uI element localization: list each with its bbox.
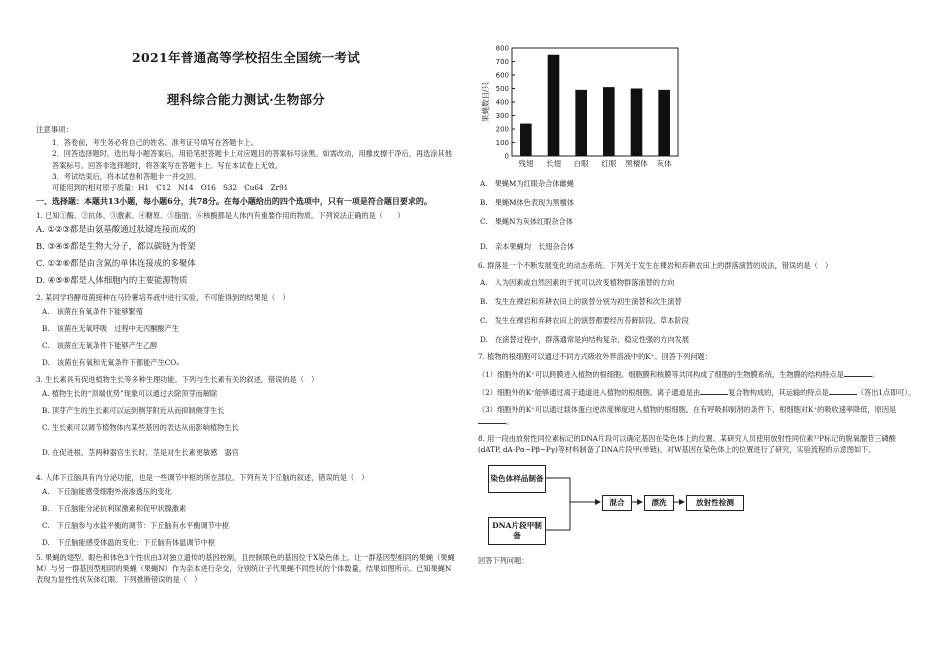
subquestion-3 [478,404,918,427]
subquestion-text: （1）细胞外的K⁺可以跨膜进入植物的根细胞。细胞膜和核膜等共同构成了细胞的生物膜系统，生物膜的结构特点是 [478,370,844,379]
exam-subtitle: 理科综合能力测试·生物部分 [166,92,326,107]
option-b: B. 果蝇M体色表现为黑檀体 [480,198,574,207]
question-1 [36,210,456,286]
question-7 [478,351,918,427]
y-tick-label: 800 [495,44,509,53]
note-item: 3．考试结束后，将本试卷和答题卡一并交回。 [52,171,201,181]
mix-box: 混合 [602,495,632,511]
right-column [478,40,918,572]
option-b: B. ③④⑤都是生物大分子，都以碳链为骨架 [36,241,196,252]
section-heading: 一、选择题：本题共13小题，每小题6分，共78分。在每小题给出的四个选项中，只有一项是符合题目要求的。 [36,196,432,207]
subquestion-tail: 。 [871,370,880,379]
y-tick-label: 300 [495,112,509,120]
question-5 [36,552,456,585]
option-d: D. 该菌在有氧和无氧条件下都能产生CO₂ [42,358,180,368]
question-stem: 8. 用一段由放射性同位素标记的DNA片段可以确定基因在染色体上的位置。某研究人员使用放射性同位素³²P标记的脱氧腺苷三磷酸(dATP, dA-Pα~Pβ~Pγ)等材料制备了DNA片段甲(单链)，对W基因在染色体上的位置进行了研究，实验流程的示意图如下。 [478,434,896,454]
answer-blank[interactable] [478,415,506,424]
bar [658,90,670,156]
question-2 [36,292,456,368]
bar [603,87,615,156]
merge-bracket [545,478,570,530]
option-d: D. 下丘脑能感受体温的变化：下丘脑有体温调节中枢 [42,538,216,548]
y-tick-label: 0 [504,152,509,161]
chromosome-sample-box: 染色体样品制备 [488,465,546,493]
answer-blank[interactable] [829,386,857,395]
question-3 [36,374,456,458]
y-tick-label: 700 [495,58,509,66]
notes-heading: 注意事项： [36,125,73,134]
radioactivity-detect-box: 放射性检测 [686,495,744,511]
option-c: C. ①②⑥都是由含氮的单体连接成的多聚体 [36,258,196,269]
bar [575,90,587,156]
question-stem: 6. 群落是一个不断发展变化的动态系统。下列关于发生在裸岩和弃耕农田上的群落演替的说法，错误的是（ ） [478,261,833,270]
bar-chart [478,40,688,178]
question-stem: 1. 已知①酶、②抗体、③激素、④糖原、⑤脂肪、⑥核酸都是人体内有重要作用的物质。下列说法正确的是（ ） [36,211,405,221]
option-c: C. 生长素可以调节植物体内某些基因的表达从而影响植物生长 [42,423,239,433]
answer-blank[interactable] [844,368,872,377]
question-stem: 7. 植物的根细胞可以通过不同方式吸收外界溶液中的K⁺。回答下列问题： [478,352,712,361]
x-category-label: 红眼 [601,159,617,168]
subquestion-2 [478,386,918,398]
option-c: C. 发生在裸岩和弃耕农田上的演替都要经历苔藓阶段、草本阶段 [480,316,689,325]
note-item: 1．答卷前，考生务必将自己的姓名、准考证号填写在答题卡上。 [52,138,258,148]
y-tick-label: 400 [495,98,509,107]
bar [520,124,532,156]
option-a: A. 人为因素或自然因素的干扰可以改变植物群落演替的方向 [480,278,675,287]
question-stem: 4. 人体下丘脑具有内分泌功能，也是一些调节中枢的所在部位。下列有关下丘脑的叙述，错误的是（ ） [36,473,369,483]
option-d: D. 在促进根、茎两种器官生长时，茎是对生长素更敏感 器官 [42,448,239,458]
left-column [36,48,456,588]
plot-frame [512,48,678,156]
answer-blank[interactable] [700,386,728,395]
bar [548,55,560,156]
question-tail: 回答下列问题： [478,556,529,565]
option-c: C. 果蝇N为灰体红眼杂合体 [480,217,573,226]
x-category-label: 残翅 [518,159,534,168]
wash-box: 漂洗 [644,495,674,511]
question-stem: 2. 某同学将酵母菌接种在马铃薯培养液中进行实验，不可能得到的结果是（ ） [36,293,290,303]
bar [631,89,643,157]
question-6 [478,260,918,345]
dna-fragment-box: DNA片段甲制备 [488,517,546,545]
y-axis-label: 果蝇数目/只 [481,81,490,123]
option-a: A. 该菌在有氧条件下能够繁殖 [42,307,143,317]
subquestion-text: （3）细胞外的K⁺可以通过载体蛋白逆浓度梯度进入植物的根细胞。在有呼吸抑制剂的条件下，根细胞对K⁺的吸收速率降低，原因是 [478,405,897,414]
subquestion-1 [478,368,918,380]
x-category-label: 白眼 [573,159,589,168]
option-a: A. 下丘脑能感受细胞外液渗透压的变化 [42,487,172,497]
option-d: D. 在演替过程中，群落通常是向结构复杂、稳定性强的方向发展 [480,335,690,344]
x-category-label: 黑檀体 [625,159,648,168]
subquestion-mid: 复合物构成的，其运输的特点是 [728,388,829,397]
option-b: B. 该菌在无氧呼吸 过程中无丙酮酸产生 [42,324,179,334]
subquestion-text: （2）细胞外的K⁺能够通过离子通道进入植物的根细胞。离子通道是由 [478,388,701,397]
q5-options [478,178,918,252]
option-b: B. 发生在裸岩和弃耕农田上的演替分别为初生演替和次生演替 [480,297,682,306]
subquestion-tail: 。 [506,417,514,426]
question-stem: 3. 生长素具有促进植物生长等多种生理功能。下列与生长素有关的叙述，错误的是（ ） [36,375,319,385]
option-a: A. 植物生长的“顶端优势”现象可以通过去除顶芽而解除 [42,389,218,399]
note-item: 2．回答选择题时，选出每小题答案后，用铅笔把答题卡上对应题目的答案标号涂黑。如需改动，用橡皮擦干净后，再选涂其他答案标号。回答非选择题时，将答案写在答题卡上。写在本试卷上无效。 [52,149,452,170]
subquestion-tail: （答出1点即可）。 [856,388,916,397]
y-tick-label: 600 [495,71,509,80]
option-b: B. 顶芽产生的生长素可以运到侧芽附近从而抑制侧芽生长 [42,406,225,416]
option-b: B. 下丘脑能分泌抗利尿激素和促甲状腺激素 [42,504,187,514]
option-d: D. 亲本果蝇均 长翅杂合体 [480,242,575,251]
option-c: C. 该菌在无氧条件下能够产生乙醇 [42,341,158,351]
option-a: A. 果蝇M为红眼杂合体雌蝇 [480,179,574,188]
exam-title: 2021年普通高等学校招生全国统一考试 [132,50,360,65]
y-tick-label: 200 [495,125,509,134]
y-tick-label: 100 [495,139,509,147]
option-c: C. 下丘脑参与水盐平衡的调节：下丘脑有水平衡调节中枢 [42,521,230,531]
x-category-label: 长翅 [546,159,561,168]
y-tick-label: 500 [495,85,509,93]
fly-count-chart [478,40,688,178]
note-item: 可能用到的相对原子质量：H1 C12 N14 O16 S32 Cu64 Zr91 [52,183,289,193]
question-4 [36,472,456,548]
question-8 [478,433,918,566]
option-a: A. ①②③都是由氨基酸通过肽键连接而成的 [36,224,196,235]
experiment-flowchart [486,461,746,547]
question-stem: 5. 果蝇的翅型、眼色和体色3个性状由3对独立遗传的基因控制，且控制眼色的基因位于X染色体上。让一群基因型相同的果蝇（果蝇M）与另一群基因型相同的果蝇（果蝇N）作为亲本进行杂交，分别统计子代果蝇不同性状的个体数量，结果如图所示。已知果蝇N表现为显性性状灰体红眼。下列推断错误的是（ ） [36,553,455,585]
x-category-label: 灰体 [656,159,672,168]
option-d: D. ④⑤⑥都是人体细胞内的主要能源物质 [36,275,188,286]
notes-block [36,124,456,193]
